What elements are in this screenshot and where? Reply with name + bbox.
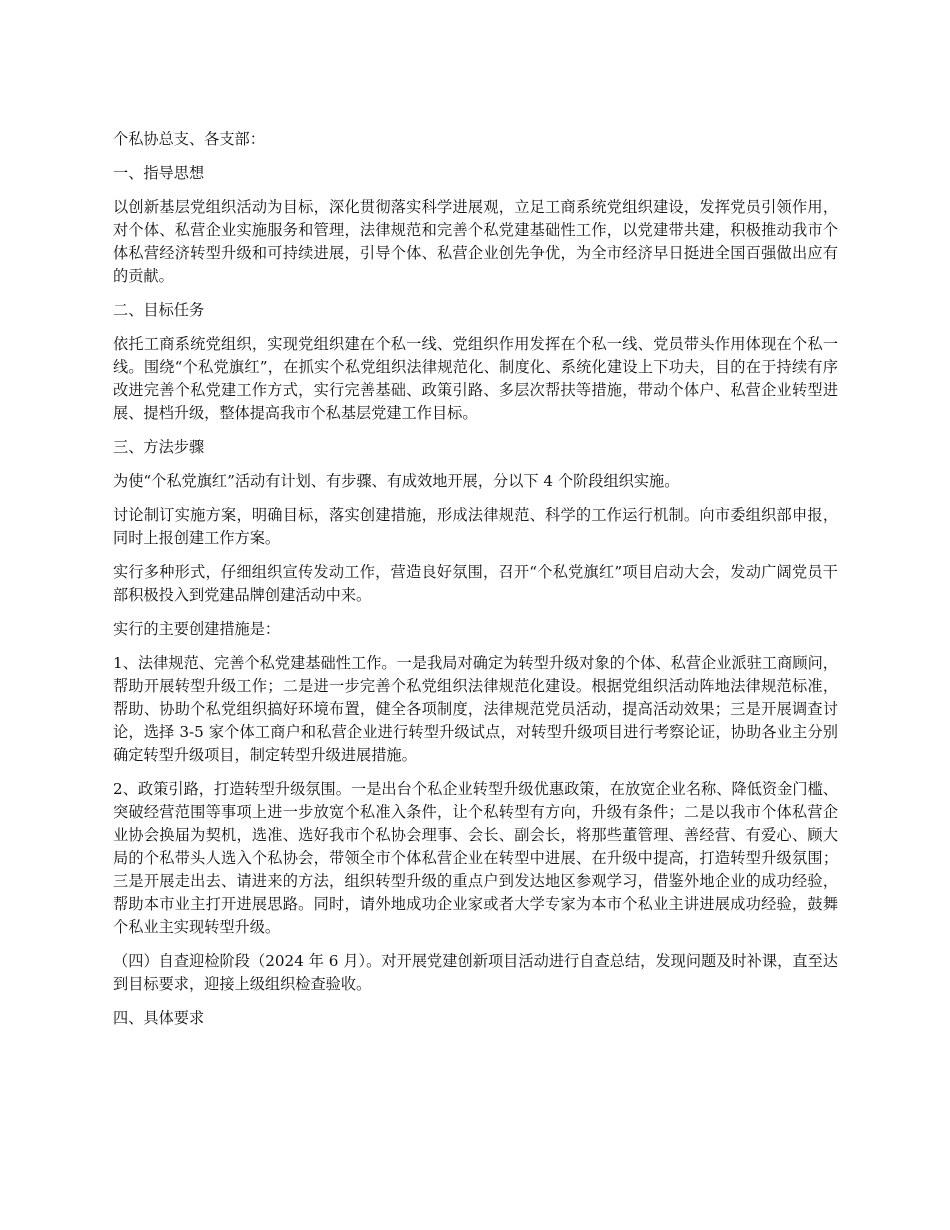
paragraph-guiding-thought: 以创新基层党组织活动为目标，深化贯彻落实科学进展观，立足工商系统党组织建设，发挥党员引领作用，对个体、私营企业实施服务和管理，法律规范和完善个私党建基础性工作，以党建带共建，积极推动我市个体私营经济转型升级和可持续进展，引导个体、私营企业创先争优，为全市经济早日挺进全国百强做出应有的贡献。	[113, 198, 838, 285]
section-heading-methods: 三、方法步骤	[113, 438, 205, 456]
paragraph-targets: 依托工商系统党组织，实现党组织建在个私一线、党组织作用发挥在个私一线、党员带头作用体现在个私一线。围绕“个私党旗红”，在抓实个私党组织法律规范化、制度化、系统化建设上下功夫，目的在于持续有序改进完善个私党建工作方式，实行完善基础、政策引路、多层次帮扶等措施，带动个体户、私营企业转型进展、提档升级，整体提高我市个私基层党建工作目标。	[113, 335, 838, 422]
section-heading-targets: 二、目标任务	[113, 301, 205, 319]
paragraph-measures-intro: 实行的主要创建措施是：	[113, 620, 281, 638]
paragraph-self-inspection: （四）自查迎检阶段（2024 年 6 月）。对开展党建创新项目活动进行自查总结，发现问题及时补课，直至达到目标要求，迎接上级组织检查验收。	[113, 952, 838, 993]
paragraph-stages-intro: 为使“个私党旗红”活动有计划、有步骤、有成效地开展，分以下 4 个阶段组织实施。	[113, 472, 680, 490]
section-heading-requirements: 四、具体要求	[113, 1009, 205, 1027]
section-heading-guiding-thought: 一、指导思想	[113, 164, 205, 182]
salutation: 个私协总支、各支部：	[113, 130, 265, 148]
document-body	[113, 128, 838, 1041]
paragraph-mobilization: 实行多种形式，仔细组织宣传发动工作，营造良好氛围，召开“个私党旗红”项目启动大会，发动广阔党员干部积极投入到党建品牌创建活动中来。	[113, 563, 838, 604]
paragraph-plan: 讨论制订实施方案，明确目标，落实创建措施，形成法律规范、科学的工作运行机制。向市委组织部申报，同时上报创建工作方案。	[113, 506, 838, 547]
paragraph-measure-1: 1、法律规范、完善个私党建基础性工作。一是我局对确定为转型升级对象的个体、私营企业派驻工商顾问，帮助开展转型升级工作；二是进一步完善个私党组织法律规范化建设。根据党组织活动阵地法律规范标准，帮助、协助个私党组织搞好环境布置，健全各项制度，法律规范党员活动，提高活动效果；三是开展调查讨论，选择 3-5 家个体工商户和私营企业进行转型升级试点，对转型升级项目进行考察论证，协助各业主分别确定转型升级项目，制定转型升级进展措施。	[113, 654, 838, 764]
paragraph-measure-2: 2、政策引路，打造转型升级氛围。一是出台个私企业转型升级优惠政策，在放宽企业名称、降低资金门槛、突破经营范围等事项上进一步放宽个私准入条件，让个私转型有方向，升级有条件；二是以我市个体私营企业协会换届为契机，选准、选好我市个私协会理事、会长、副会长，将那些董管理、善经营、有爱心、顾大局的个私带头人选入个私协会，带领全市个体私营企业在转型中进展、在升级中提高，打造转型升级氛围；三是开展走出去、请进来的方法，组织转型升级的重点户到发达地区参观学习，借鉴外地企业的成功经验，帮助本市业主打开进展思路。同时，请外地成功企业家或者大学专家为本市个私业主讲进展成功经验，鼓舞个私业主实现转型升级。	[113, 780, 838, 936]
